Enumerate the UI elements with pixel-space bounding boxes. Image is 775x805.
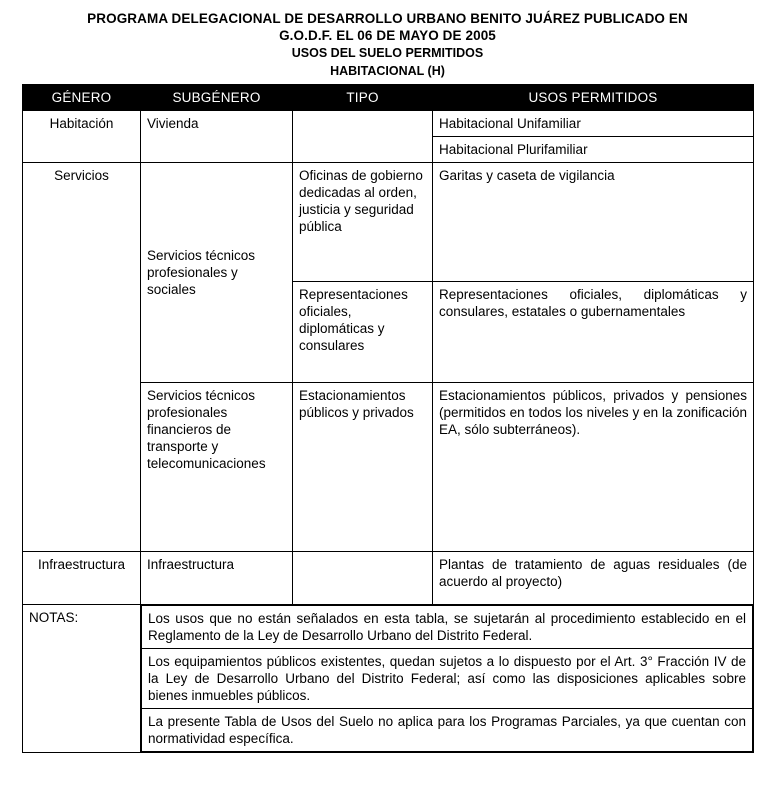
cell-subgenero-servicios-financieros: Servicios técnicos profesionales financieros de transporte y telecomunicaciones xyxy=(141,383,293,552)
note-item-3: La presente Tabla de Usos del Suelo no aplica para los Programas Parciales, ya que cuentan con normatividad específica. xyxy=(142,709,753,752)
notes-label: NOTAS: xyxy=(23,605,141,753)
cell-tipo-oficinas-gobierno: Oficinas de gobierno dedicadas al orden, justicia y seguridad pública xyxy=(293,163,433,282)
document-subtitle-2: HABITACIONAL (H) xyxy=(330,64,445,78)
notes-container xyxy=(141,605,754,753)
header-subgenero: SUBGÉNERO xyxy=(141,85,293,111)
table-header-row xyxy=(23,85,754,111)
cell-genero-infraestructura: Infraestructura xyxy=(23,552,141,605)
document-subtitle: USOS DEL SUELO PERMITIDOS xyxy=(291,46,484,60)
note-item-1: Los usos que no están señalados en esta tabla, se sujetarán al procedimiento establecido en el Reglamento de la Ley de Desarrollo Urbano del Distrito Federal. xyxy=(142,606,753,649)
notes-row xyxy=(23,605,754,753)
cell-uso-garitas: Garitas y caseta de vigilancia xyxy=(433,163,754,282)
usos-table xyxy=(22,84,754,753)
cell-subgenero-servicios-tecnicos-sociales: Servicios técnicos profesionales y sociales xyxy=(141,163,293,383)
note-item-2: Los equipamientos públicos existentes, quedan sujetos a lo dispuesto por el Art. 3° Fracción IV de la Ley de Desarrollo Urbano del Distrito Federal; así como las disposiciones aplicables sobre bienes inmuebles públicos. xyxy=(142,649,753,709)
cell-uso-plantas-tratamiento: Plantas de tratamiento de aguas residuales (de acuerdo al proyecto) xyxy=(433,552,754,605)
cell-tipo-estacionamientos: Estacionamientos públicos y privados xyxy=(293,383,433,552)
document-title xyxy=(22,10,753,44)
cell-uso-representaciones: Representaciones oficiales, diplomáticas y consulares, estatales o gubernamentales xyxy=(433,282,754,383)
cell-uso-habitacional-plurifamiliar: Habitacional Plurifamiliar xyxy=(433,137,754,163)
table-row xyxy=(23,163,754,282)
cell-tipo-infraestructura xyxy=(293,552,433,605)
title-line-1: PROGRAMA DELEGACIONAL DE DESARROLLO URBANO BENITO JUÁREZ PUBLICADO EN xyxy=(87,11,688,26)
cell-uso-estacionamientos: Estacionamientos públicos, privados y pensiones (permitidos en todos los niveles y en la zonificación EA, sólo subterráneos). xyxy=(433,383,754,552)
note-item-row xyxy=(142,606,753,649)
cell-genero-servicios: Servicios xyxy=(23,163,141,552)
notes-table xyxy=(141,605,753,752)
cell-tipo-vivienda xyxy=(293,111,433,163)
note-item-row xyxy=(142,709,753,752)
cell-subgenero-infraestructura: Infraestructura xyxy=(141,552,293,605)
cell-uso-habitacional-unifamiliar: Habitacional Unifamiliar xyxy=(433,111,754,137)
table-row xyxy=(23,552,754,605)
cell-genero-habitacion: Habitación xyxy=(23,111,141,163)
table-row xyxy=(23,111,754,137)
title-line-2: G.O.D.F. EL 06 DE MAYO DE 2005 xyxy=(279,28,496,43)
note-item-row xyxy=(142,649,753,709)
cell-tipo-representaciones: Representaciones oficiales, diplomáticas y consulares xyxy=(293,282,433,383)
header-genero: GÉNERO xyxy=(23,85,141,111)
header-usos-permitidos: USOS PERMITIDOS xyxy=(433,85,754,111)
cell-subgenero-vivienda: Vivienda xyxy=(141,111,293,163)
header-tipo: TIPO xyxy=(293,85,433,111)
table-header xyxy=(23,85,754,111)
